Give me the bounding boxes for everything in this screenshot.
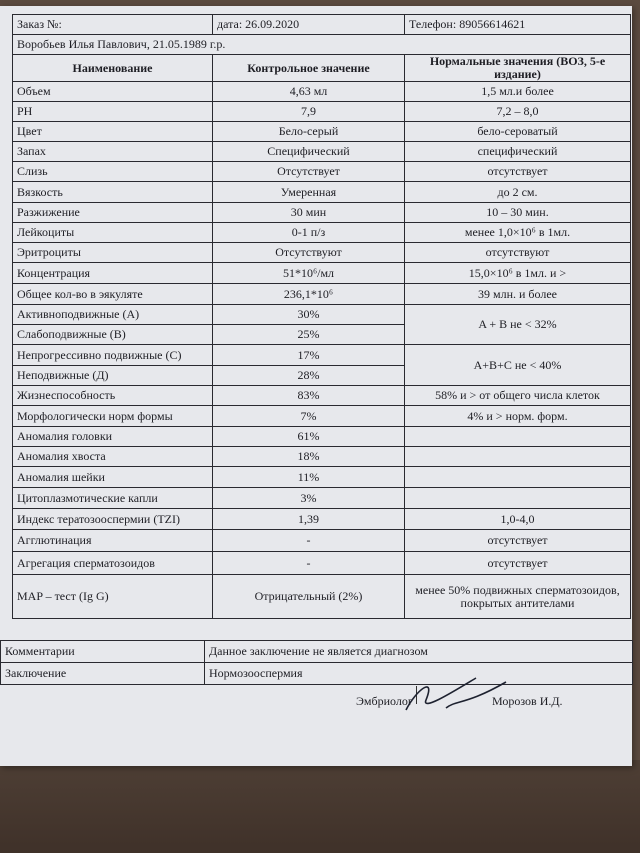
row-name: Слизь [13,162,213,182]
row-name: Цвет [13,122,213,142]
row-name: Эритроциты [13,243,213,263]
row-value: Умеренная [213,182,405,203]
row-normal: до 2 см. [405,182,631,203]
row-value: 0-1 п/з [213,223,405,243]
column-header-normal: Нормальные значения (ВОЗ, 5-е издание) [405,55,631,82]
table-row [13,142,631,162]
conclusion-label: Заключение [1,663,205,685]
table-row [13,203,631,223]
row-value: 25% [213,325,405,345]
row-name: Аномалия шейки [13,467,213,488]
row-normal: 58% и > от общего числа клеток [405,386,631,406]
row-normal: менее 50% подвижных сперматозоидов, покрытых антителами [405,575,631,619]
analysis-sheet [0,6,632,766]
row-name: Цитоплазмотические капли [13,488,213,509]
row-normal: менее 1,0×10⁶ в 1мл. [405,223,631,243]
row-name: Агрегация сперматозоидов [13,552,213,575]
row-name: Концентрация [13,263,213,284]
patient-cell: Воробьев Илья Павлович, 21.05.1989 г.р. [13,35,631,55]
table-row [13,122,631,142]
row-normal: отсутствует [405,552,631,575]
row-normal: 15,0×10⁶ в 1мл. и > [405,263,631,284]
table-row [13,575,631,619]
row-value: Отсутствуют [213,243,405,263]
row-name: Морфологически норм формы [13,406,213,427]
row-value: Специфический [213,142,405,162]
row-name: PH [13,102,213,122]
row-name: Агглютинация [13,530,213,552]
row-value: 28% [213,366,405,386]
row-normal: 7,2 – 8,0 [405,102,631,122]
row-normal [405,447,631,467]
row-normal-merged: A+B+C не < 40% [405,345,631,386]
row-name: Активноподвижные (A) [13,305,213,325]
row-name: Слабоподвижные (B) [13,325,213,345]
table-row [13,509,631,530]
column-header-name: Наименование [13,55,213,82]
column-header-control: Контрольное значение [213,55,405,82]
table-row [13,447,631,467]
row-normal-merged: A + B не < 32% [405,305,631,345]
row-name: Запах [13,142,213,162]
row-value: 236,1*10⁶ [213,284,405,305]
table-row [13,243,631,263]
row-normal: 1,0-4,0 [405,509,631,530]
row-name: Вязкость [13,182,213,203]
table-row [13,406,631,427]
table-row [13,488,631,509]
conclusion-value: Нормозооспермия [205,663,633,685]
table-row [13,305,631,325]
row-normal: отсутствует [405,162,631,182]
row-normal: бело-сероватый [405,122,631,142]
table-surface [0,760,640,853]
row-name: Непрогрессивно подвижные (C) [13,345,213,366]
table-row [13,530,631,552]
table-row [13,263,631,284]
table-row [13,162,631,182]
results-table [12,14,631,619]
row-value: 30 мин [213,203,405,223]
row-name: Аномалия головки [13,427,213,447]
row-name: Общее кол-во в эякуляте [13,284,213,305]
row-value: Отрицательный (2%) [213,575,405,619]
date-cell: дата: 26.09.2020 [213,15,405,35]
row-value: 61% [213,427,405,447]
row-name: Разжижение [13,203,213,223]
table-row [13,386,631,406]
row-value: - [213,552,405,575]
row-value: 7,9 [213,102,405,122]
row-name: Объем [13,82,213,102]
row-value: 30% [213,305,405,325]
row-normal: 39 млн. и более [405,284,631,305]
table-row [13,102,631,122]
table-row [13,427,631,447]
row-normal: 10 – 30 мин. [405,203,631,223]
row-normal: специфический [405,142,631,162]
order-number-cell: Заказ №: [13,15,213,35]
row-value: Отсутствует [213,162,405,182]
table-row [13,467,631,488]
row-normal: отсутствует [405,530,631,552]
row-value: 17% [213,345,405,366]
row-normal: 1,5 мл.и более [405,82,631,102]
table-row [13,82,631,102]
signature-line [340,692,610,712]
row-value: 3% [213,488,405,509]
comments-value: Данное заключение не является диагнозом [205,641,633,663]
row-normal [405,427,631,447]
table-row [13,552,631,575]
handwritten-signature [396,670,516,716]
row-value: 18% [213,447,405,467]
row-value: 83% [213,386,405,406]
table-row [13,182,631,203]
phone-cell: Телефон: 89056614621 [405,15,631,35]
table-row [13,345,631,366]
row-name: Индекс тератозооспермии (TZI) [13,509,213,530]
row-name: MAP – тест (Ig G) [13,575,213,619]
row-normal [405,488,631,509]
comments-label: Комментарии [1,641,205,663]
table-row [13,223,631,243]
row-value: 1,39 [213,509,405,530]
row-normal: 4% и > норм. форм. [405,406,631,427]
row-name: Жизнеспособность [13,386,213,406]
row-name: Неподвижные (Д) [13,366,213,386]
row-value: - [213,530,405,552]
embryologist-label: Эмбриолог [356,694,413,708]
row-name: Аномалия хвоста [13,447,213,467]
row-value: Бело-серый [213,122,405,142]
row-value: 7% [213,406,405,427]
conclusion-table [0,640,633,685]
row-value: 11% [213,467,405,488]
row-normal [405,467,631,488]
row-normal: отсутствуют [405,243,631,263]
embryologist-name: Морозов И.Д. [492,694,563,708]
row-value: 4,63 мл [213,82,405,102]
row-value: 51*10⁶/мл [213,263,405,284]
row-name: Лейкоциты [13,223,213,243]
table-row [13,284,631,305]
